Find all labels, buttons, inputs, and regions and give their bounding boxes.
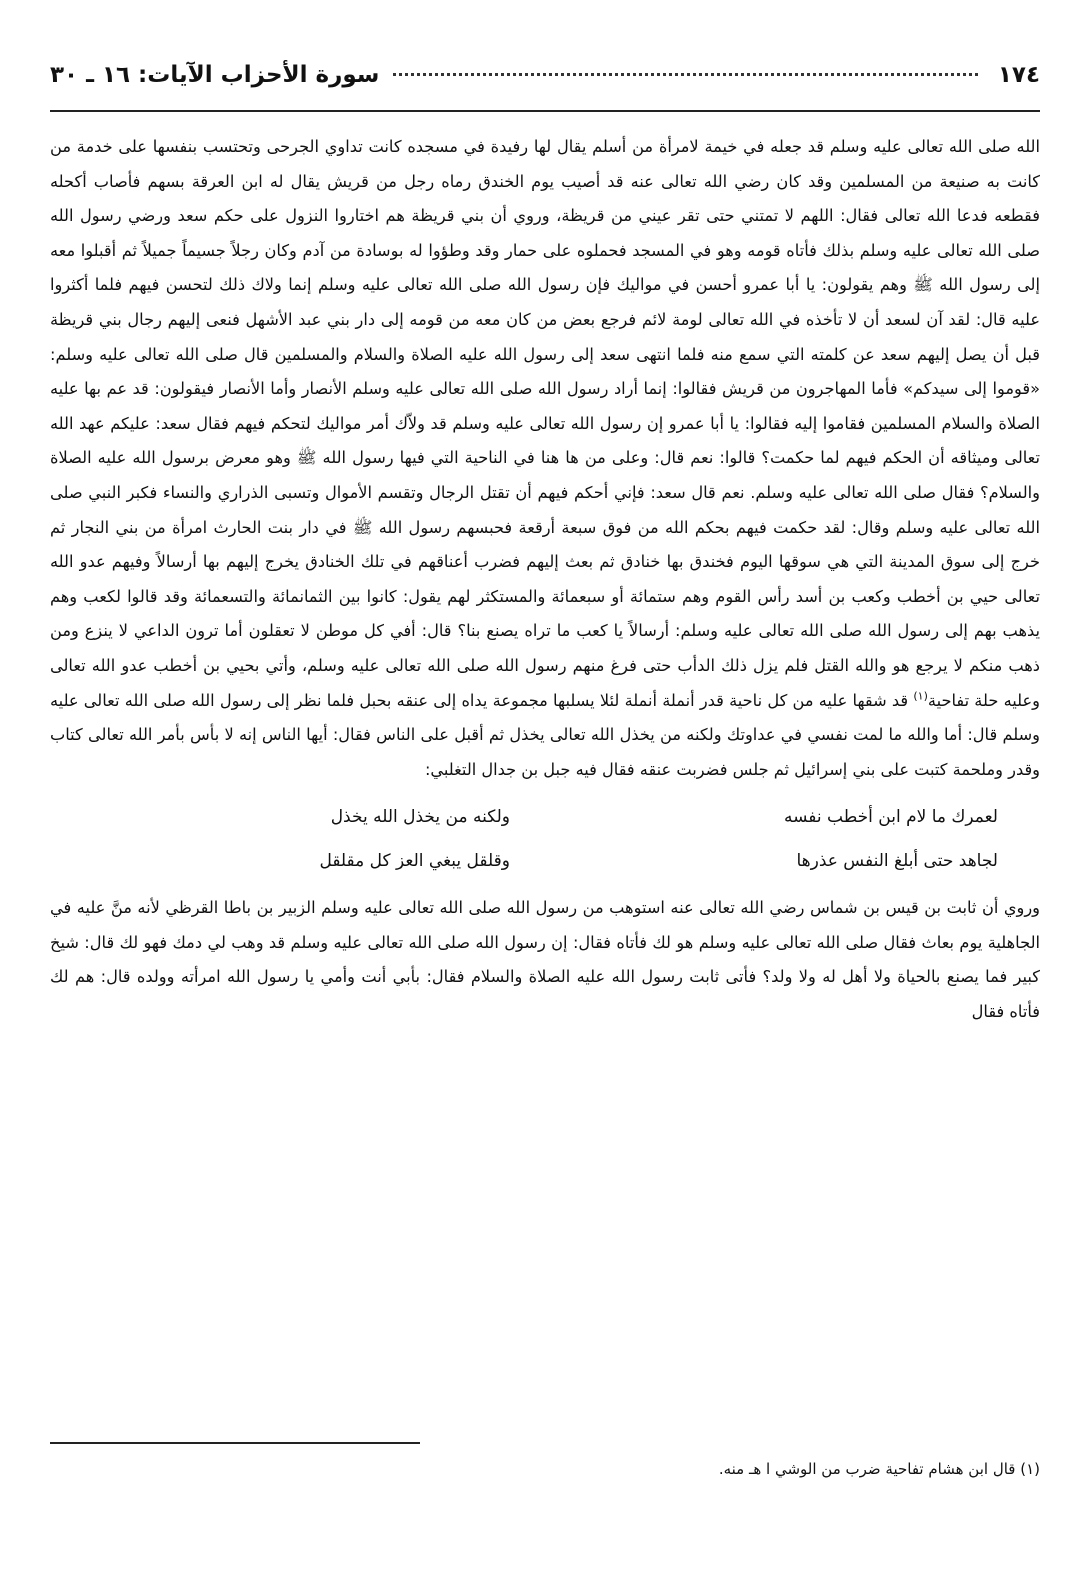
page-header [50, 62, 1040, 112]
poem-block [50, 795, 1040, 883]
footnote-reference: (١) [913, 689, 928, 703]
book-page [50, 62, 1040, 1562]
header-leader-dots [393, 73, 977, 76]
footnote-separator [50, 1442, 420, 1444]
poem-hemistich-second: وقلقل يبغي العز كل مقلقل [319, 850, 510, 871]
footnote: (١) قال ابن هشام تفاحية ضرب من الوشي ا هـ منه. [718, 1460, 1040, 1478]
main-text [50, 130, 1040, 1030]
paragraph-part-1: الله صلى الله تعالى عليه وسلم قد جعله في خيمة لامرأة من أسلم يقال لها رفيدة في مسجده كانت تداوي الجرحى وتحتسب بنفسها على خدمة من كانت به صنيعة من المسلمين وقد كان رضي الله تعالى عنه قد أصيب يوم الخندق رماه رجل من قريش يقال له ابن العرقة بسهم فأصاب أكحله فقطعه فدعا الله تعالى فقال: اللهم لا تمتني حتى تقر عيني من قريظة، وروي أن بني قريظة هم اختاروا النزول على حكم سعد ورضي رسول الله صلى الله تعالى عليه وسلم بذلك فأتاه قومه وهو في المسجد فحملوه على حمار وقد وطؤوا له بوسادة من آدم وكان رجلاً جسيماً جميلاً ثم أقبلوا معه إلى رسول الله ﷺ وهم يقولون: يا أبا عمرو أحسن في مواليك فإن رسول الله صلى الله تعالى عليه وسلم إنما ولاك ذلك لتحسن فيهم فلما أكثروا عليه قال: لقد آن لسعد أن لا تأخذه في الله تعالى لومة لائم فرجع بعض من كان معه من قومه إلى دار بني عبد الأشهل فنعى إليهم رجال بني قريظة قبل أن يصل إليهم سعد عن كلمته التي سمع منه فلما انتهى سعد إلى رسول الله عليه الصلاة والسلام والمسلمين قال صلى الله تعالى عليه وسلم: «قوموا إلى سيدكم» فأما المهاجرون من قريش فقالوا: إنما أراد رسول الله صلى الله تعالى عليه وسلم الأنصار وأما الأنصار فيقولون: قد عم بها عليه الصلاة والسلام المسلمين فقاموا إليه فقالوا: يا أبا عمرو إن رسول الله تعالى عليه وسلم قد ولاّك أمر مواليك لتحكم فيهم فقال سعد: عليكم عهد الله تعالى وميثاقه أن الحكم فيهم لما حكمت؟ قالوا: نعم قال: وعلى من ها هنا في الناحية التي فيها رسول الله ﷺ وهو معرض برسول الله عليه الصلاة والسلام؟ فقال صلى الله تعالى عليه وسلم. نعم قال سعد: فإني أحكم فيهم أن تقتل الرجال وتقسم الأموال وتسبى الذراري والنساء فكبر النبي صلى الله تعالى عليه وسلم وقال: لقد حكمت فيهم بحكم الله من فوق سبعة أرقعة فحبسهم رسول الله ﷺ في دار بنت الحارث امرأة من بني النجار ثم خرج إلى سوق المدينة التي هي سوقها اليوم فخندق بها خنادق ثم بعث إليهم فضرب أعناقهم في تلك الخنادق يخرج إليهم بها أرسالاً وفيهم عدو الله تعالى حيي بن أخطب وكعب بن أسد رأس القوم وهم ستمائة أو سبعمائة والمستكثر لهم يقول: كانوا بين الثمانمائة والتسعمائة وقد قالوا لكعب وهم يذهب بهم إلى رسول الله صلى الله تعالى عليه وسلم: أرسالاً يا كعب ما تراه يصنع بنا؟ قال: أفي كل موطن لا تعقلون أما ترون الداعي لا ينزع ومن ذهب منكم لا يرجع هو والله القتل فلم يزل ذلك الدأب حتى فرغ منهم رسول الله صلى الله تعالى عليه وسلم، وأتي بحيي بن أخطب عدو الله تعالى وعليه حلة تفاحية [50, 137, 1040, 710]
poem-hemistich-second: ولكنه من يخذل الله يخذل [330, 806, 510, 827]
poem-hemistich-first: لجاهد حتى أبلغ النفس عذرها [796, 850, 998, 871]
page-number: ١٧٤ [997, 62, 1040, 88]
poem-verse [50, 839, 1040, 883]
paragraph-part-2: قد شقها عليه من كل ناحية قدر أنملة أنملة لئلا يسلبها مجموعة يداه إلى عنقه بحبل فلما نظر إلى رسول الله صلى الله تعالى عليه وسلم قال: أما والله ما لمت نفسي في عداوتك ولكنه من يخذل الله تعالى يخذل ثم أقبل على الناس فقال: أيها الناس إنه لا بأس بأمر الله تعالى كتاب وقدر وملحمة كتبت على بني إسرائيل ثم جلس فضربت عنقه فقال فيه جبل بن جدال التغلبي: [50, 690, 1040, 779]
poem-hemistich-first: لعمرك ما لام ابن أخطب نفسه [783, 806, 998, 827]
closing-paragraph: وروي أن ثابت بن قيس بن شماس رضي الله تعالى عنه استوهب من رسول الله صلى الله تعالى عليه وسلم الزبير بن باطا القرظي لأنه منَّ عليه في الجاهلية يوم بعاث فقال صلى الله تعالى عليه وسلم هو لك فأتاه فقال: إن رسول الله صلى الله تعالى عليه وسلم قد وهب لي دمك فهو لك قال: شيخ كبير فما يصنع بالحياة ولا أهل له ولا ولد؟ فأتى ثابت رسول الله عليه الصلاة والسلام فقال: بأبي أنت وأمي يا رسول الله امرأته وولده قال: هم لك فأتاه فقال [50, 898, 1040, 1022]
running-title: سورة الأحزاب الآيات: ١٦ ـ ٣٠ [50, 62, 380, 88]
poem-verse [50, 795, 1040, 839]
paragraph [50, 130, 1040, 787]
